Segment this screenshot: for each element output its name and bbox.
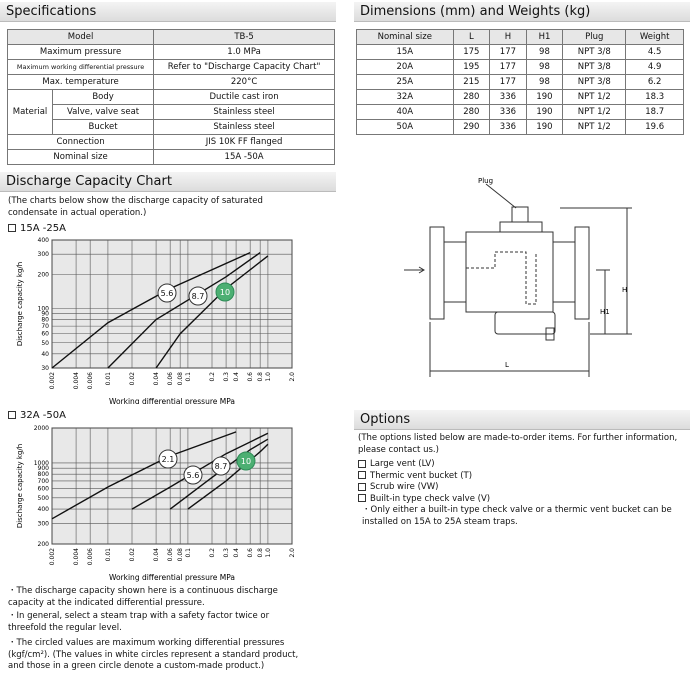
y-tick-label: 50 [41, 339, 49, 347]
y-tick-label: 300 [37, 251, 49, 259]
checkbox-icon [358, 471, 366, 479]
chart2-title [8, 410, 66, 422]
y-tick-label: 80 [41, 316, 49, 324]
dims-cell: NPT 1/2 [563, 90, 626, 105]
y-tick-label: 100 [37, 305, 49, 313]
x-tick-label: 0.2 [209, 548, 216, 558]
specifications-header: Specifications [0, 2, 336, 22]
x-tick-label: 0.02 [129, 548, 136, 562]
dims-cell: 20A [357, 60, 454, 75]
dims-cell: 215 [453, 75, 490, 90]
dims-header-cell: H1 [526, 30, 563, 45]
option-item [358, 494, 683, 506]
y-tick-label: 800 [37, 471, 49, 479]
y-tick-label: 300 [37, 520, 49, 528]
spec-label: Body [53, 90, 154, 105]
x-tick-label: 0.006 [87, 548, 95, 566]
dims-cell: 290 [453, 120, 490, 135]
dims-cell: NPT 1/2 [563, 105, 626, 120]
spec-value: JIS 10K FF flanged [154, 135, 335, 150]
marker-label: 5.6 [186, 471, 200, 480]
y-axis-label: Discharge capacity kg/h [16, 443, 24, 529]
marker-label: 8.7 [191, 292, 205, 301]
dims-cell: 336 [490, 105, 527, 120]
option-label: Built-in type check valve (V) [370, 493, 491, 504]
x-tick-label: 0.06 [167, 372, 175, 386]
options-intro: (The options listed below are made-to-order items. For further information, please contact us.) [358, 433, 678, 455]
dim-l-label: L [505, 361, 509, 369]
chart-15a-25a [10, 234, 310, 404]
marker-label: 8.7 [214, 462, 228, 471]
chart1-title [8, 223, 66, 235]
spec-value: Refer to "Discharge Capacity Chart" [154, 60, 335, 75]
x-tick-label: 2.0 [289, 372, 296, 382]
marker-label: 10 [219, 288, 231, 297]
dimensions-table [356, 29, 684, 135]
y-tick-label: 600 [37, 485, 49, 493]
spec-label: Connection [8, 135, 154, 150]
spec-value: Ductile cast iron [154, 90, 335, 105]
discharge-header: Discharge Capacity Chart [0, 172, 336, 192]
dims-cell: 177 [490, 45, 527, 60]
table-row [357, 90, 684, 105]
spec-value: 1.0 MPa [154, 45, 335, 60]
dimensions-header: Dimensions (mm) and Weights (kg) [354, 2, 690, 22]
dims-cell: 177 [490, 60, 527, 75]
steam-trap-drawing [400, 172, 640, 382]
checkbox-icon [358, 483, 366, 491]
spec-label: Nominal size [8, 150, 154, 165]
dims-cell: 190 [526, 120, 563, 135]
dims-cell: 40A [357, 105, 454, 120]
x-tick-label: 0.1 [184, 372, 192, 382]
x-tick-label: 0.002 [49, 548, 56, 566]
x-tick-label: 0.3 [223, 372, 231, 382]
x-tick-label: 0.08 [177, 548, 185, 562]
x-tick-label: 0.08 [177, 372, 185, 386]
dims-header-cell: Nominal size [357, 30, 454, 45]
y-tick-label: 500 [37, 494, 49, 502]
discharge-note-3: ・The circled values are maximum working differential pressures (kgf/cm²). (The values in white circles represent a standard product, and those in a green circle denote a custom-made product.) [8, 638, 299, 671]
x-tick-label: 0.02 [129, 372, 136, 386]
spec-value: 220°C [154, 75, 335, 90]
y-tick-label: 900 [37, 465, 49, 473]
dims-cell: 190 [526, 90, 563, 105]
table-row [357, 75, 684, 90]
marker-label: 10 [240, 457, 252, 466]
x-tick-label: 0.6 [247, 548, 255, 558]
spec-label: Maximum working differential pressure [8, 60, 154, 75]
table-row [357, 105, 684, 120]
option-item [358, 459, 683, 471]
dims-cell: 4.5 [626, 45, 684, 60]
dims-cell: 4.9 [626, 60, 684, 75]
dims-cell: 6.2 [626, 75, 684, 90]
dims-cell: 177 [490, 75, 527, 90]
spec-label: Bucket [53, 120, 154, 135]
x-tick-label: 0.6 [247, 372, 255, 382]
y-tick-label: 60 [41, 330, 49, 338]
x-tick-label: 0.01 [104, 372, 112, 386]
y-tick-label: 40 [41, 350, 49, 358]
spec-value: Stainless steel [154, 105, 335, 120]
spec-label: Model [8, 30, 154, 45]
dims-cell: 280 [453, 105, 490, 120]
x-tick-label: 0.006 [87, 372, 95, 390]
y-tick-label: 90 [41, 310, 49, 318]
options-note: ・Only either a built-in type check valve or a thermic vent bucket can be installed on 15A to 25A steam traps. [362, 505, 672, 527]
dims-cell: 175 [453, 45, 490, 60]
marker-label: 5.6 [160, 289, 174, 298]
x-tick-label: 0.002 [49, 372, 56, 390]
x-tick-label: 0.3 [223, 548, 231, 558]
dims-header-cell: L [453, 30, 490, 45]
dims-cell: 336 [490, 90, 527, 105]
table-row [357, 45, 684, 60]
dims-cell: 98 [526, 75, 563, 90]
material-label: Material [8, 90, 53, 135]
spec-label: Max. temperature [8, 75, 154, 90]
y-axis-label: Discharge capacity kg/h [16, 261, 24, 347]
dims-header-cell: Weight [626, 30, 684, 45]
x-tick-label: 0.06 [167, 548, 175, 562]
dims-header-cell: H [490, 30, 527, 45]
dims-cell: 15A [357, 45, 454, 60]
y-tick-label: 700 [37, 477, 49, 485]
dims-cell: 50A [357, 120, 454, 135]
x-tick-label: 0.004 [73, 548, 81, 566]
discharge-note-1: ・The discharge capacity shown here is a continuous discharge capacity at the indicated differential pressure. [8, 586, 278, 608]
table-row [357, 120, 684, 135]
option-label: Thermic vent bucket (T) [370, 470, 473, 481]
x-tick-label: 0.4 [233, 548, 241, 558]
dims-cell: NPT 3/8 [563, 60, 626, 75]
chart2-title-text: 32A -50A [20, 410, 66, 421]
y-tick-label: 70 [41, 323, 49, 331]
y-tick-label: 2000 [33, 425, 49, 432]
x-tick-label: 0.2 [209, 372, 216, 382]
x-tick-label: 0.4 [233, 372, 241, 382]
checkbox-icon [8, 411, 16, 419]
dims-cell: 32A [357, 90, 454, 105]
dim-h-label: H [622, 286, 628, 294]
options-list [358, 459, 683, 528]
x-axis-label: Working differential pressure MPa [108, 397, 236, 404]
x-tick-label: 1.0 [264, 372, 272, 382]
dims-cell: 98 [526, 45, 563, 60]
spec-value: TB-5 [154, 30, 335, 45]
y-tick-label: 30 [41, 365, 49, 372]
spec-label: Maximum pressure [8, 45, 154, 60]
plot-area [52, 240, 292, 368]
checkbox-icon [358, 494, 366, 502]
checkbox-icon [358, 460, 366, 468]
spec-value: Stainless steel [154, 120, 335, 135]
dims-cell: NPT 1/2 [563, 120, 626, 135]
dims-cell: 195 [453, 60, 490, 75]
option-item [358, 471, 683, 483]
dims-cell: 18.3 [626, 90, 684, 105]
x-tick-label: 0.1 [184, 548, 192, 558]
dims-cell: 18.7 [626, 105, 684, 120]
x-tick-label: 0.01 [104, 548, 112, 562]
x-tick-label: 0.8 [257, 548, 265, 558]
dims-cell: 280 [453, 90, 490, 105]
x-tick-label: 1.0 [264, 548, 272, 558]
dims-cell: NPT 3/8 [563, 75, 626, 90]
spec-label: Valve, valve seat [53, 105, 154, 120]
option-label: Large vent (LV) [370, 459, 435, 469]
chart1-title-text: 15A -25A [20, 223, 66, 234]
y-tick-label: 200 [37, 541, 49, 548]
discharge-note-2: ・In general, select a steam trap with a safety factor twice or threefold the regular level. [8, 611, 270, 633]
dim-h1-label: H1 [600, 308, 610, 316]
y-tick-label: 200 [37, 271, 49, 279]
y-tick-label: 1000 [33, 459, 49, 467]
discharge-intro: (The charts below show the discharge capacity of saturated condensate in actual operation.) [8, 196, 263, 218]
specifications-table [7, 29, 335, 165]
option-label: Scrub wire (VW) [370, 482, 439, 492]
dims-cell: 336 [490, 120, 527, 135]
table-row [357, 60, 684, 75]
chart-32a-50a [10, 422, 310, 584]
dims-header-cell: Plug [563, 30, 626, 45]
options-header: Options [354, 410, 690, 430]
x-tick-label: 0.004 [73, 372, 81, 390]
y-tick-label: 400 [37, 237, 49, 244]
y-tick-label: 400 [37, 506, 49, 514]
dims-cell: 25A [357, 75, 454, 90]
option-item [358, 482, 683, 494]
x-tick-label: 2.0 [289, 548, 296, 558]
plug-label: Plug [478, 177, 494, 185]
spec-value: 15A -50A [154, 150, 335, 165]
x-axis-label: Working differential pressure MPa [108, 573, 236, 582]
marker-label: 2.1 [161, 455, 175, 464]
dims-cell: 190 [526, 105, 563, 120]
dims-cell: 98 [526, 60, 563, 75]
x-tick-label: 0.04 [153, 372, 161, 386]
x-tick-label: 0.04 [153, 548, 161, 562]
x-tick-label: 0.8 [257, 372, 265, 382]
dims-cell: 19.6 [626, 120, 684, 135]
checkbox-icon [8, 224, 16, 232]
dims-cell: NPT 3/8 [563, 45, 626, 60]
